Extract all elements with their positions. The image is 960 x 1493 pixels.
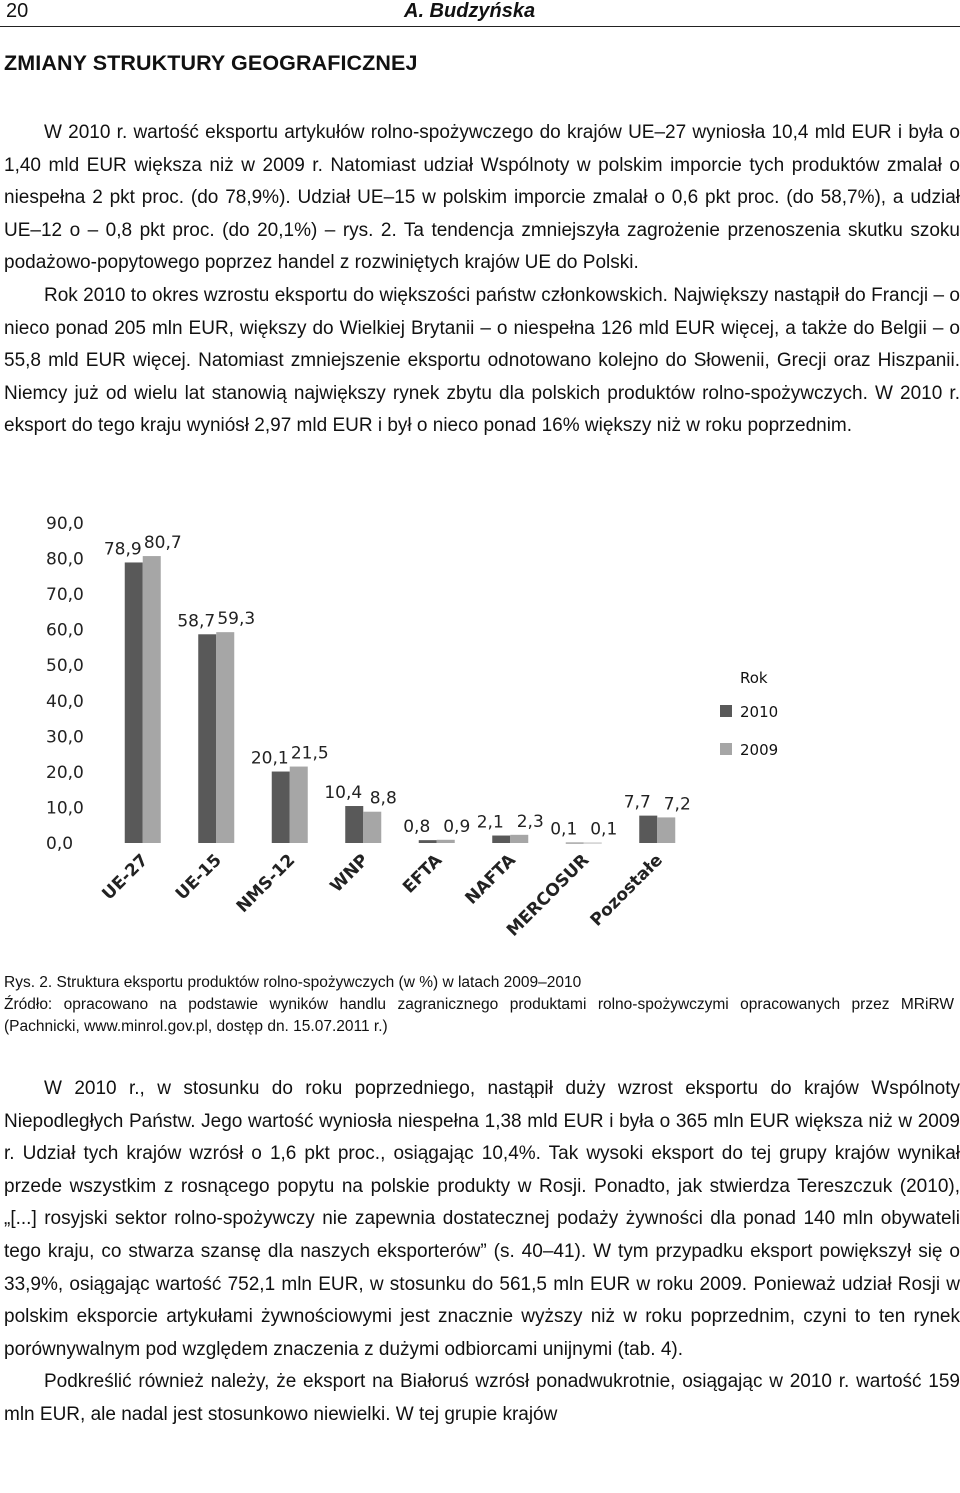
running-author: A. Budzyńska (404, 0, 536, 22)
data-label: 0,8 (403, 817, 431, 838)
bar-2009 (216, 632, 234, 843)
figure-caption (4, 972, 954, 1038)
export-structure-chart (44, 505, 804, 960)
data-label: 0,1 (590, 819, 618, 840)
legend-title: Rok (740, 669, 768, 687)
data-label: 8,8 (369, 788, 397, 809)
data-label: 78,9 (103, 539, 142, 560)
page-header (0, 0, 960, 27)
y-tick-label: 30,0 (46, 727, 84, 748)
x-axis (98, 850, 666, 941)
bar-2010 (639, 816, 657, 843)
data-label: 2,1 (476, 812, 504, 833)
data-label: 80,7 (143, 533, 182, 554)
bar-2009 (437, 840, 455, 843)
legend-swatch (720, 705, 732, 717)
text-block-bottom (4, 1073, 960, 1432)
section-title: ZMIANY STRUKTURY GEOGRAFICZNEJ (4, 51, 418, 75)
y-tick-label: 0,0 (46, 834, 74, 854)
category-label: EFTA (399, 850, 447, 898)
y-tick-label: 70,0 (46, 585, 84, 606)
bar-2009 (290, 767, 308, 843)
y-tick-label: 40,0 (46, 691, 84, 712)
bars (104, 533, 691, 843)
category-label: MERCOSUR (502, 850, 594, 941)
bar-2010 (125, 562, 143, 843)
y-tick-label: 50,0 (46, 656, 84, 677)
bar-2010 (272, 772, 290, 843)
data-label: 2,3 (516, 811, 544, 832)
data-label: 21,5 (290, 743, 329, 764)
data-label: 0,1 (550, 819, 578, 840)
paragraph: Rok 2010 to okres wzrostu eksportu do większości państw członkowskich. Największy nastąpił do Francji – o nieco ponad 205 mln EUR, większy do Wielkiej Brytanii – o niespełna 126 mld EUR więcej, a także do Belgii – o 55,8 mld EUR więcej. Natomiast zmniejszenie eksportu odnotowano kolejno do Słowenii, Grecji oraz Hiszpanii. Niemcy już od wielu lat stanowią największy rynek zbytu dla polskich produktów rolno-spożywczych. W 2010 r. eksport do tego kraju wyniósł 2,97 mld EUR i był o nieco ponad 16% większy niż w roku poprzednim. (4, 284, 960, 437)
y-tick-label: 90,0 (46, 514, 84, 534)
category-label: NMS-12 (232, 850, 300, 917)
page-number: 20 (6, 0, 29, 22)
data-label: 59,3 (217, 609, 256, 630)
text-block-top (4, 117, 960, 443)
legend-label: 2009 (740, 741, 779, 759)
data-label: 0,9 (443, 816, 471, 837)
paragraph: W 2010 r. wartość eksportu artykułów rolno-spożywczego do krajów UE–27 wyniosła 10,4 mld EUR i była o 1,40 mld EUR większa niż w 2009 r. Natomiast udział Wspólnoty w polskim imporcie tych produktów zmalał o niespełna 2 pkt proc. (do 78,9%). Udział UE–15 w polskim imporcie zmalał o 0,6 pkt proc. (do 58,7%), a udział UE–12 o – 0,8 pkt proc. (do 20,1%) – rys. 2. Ta tendencja zmniejszyła zagrożenie przenoszenia skutku szoku podażowo-popytowego poprzez handel z rozwiniętych krajów UE do Polski. (4, 122, 960, 274)
data-label: 10,4 (324, 783, 363, 804)
bar-2009 (584, 843, 602, 844)
y-tick-label: 60,0 (46, 620, 84, 641)
bar-2009 (363, 812, 381, 843)
data-label: 7,7 (623, 792, 651, 813)
category-label: UE-27 (98, 850, 153, 905)
y-tick-label: 10,0 (46, 798, 84, 819)
figure-title: Rys. 2. Struktura eksportu produktów rolno-spożywczych (w %) w latach 2009–2010 (4, 974, 582, 991)
y-tick-label: 80,0 (46, 549, 84, 570)
figure-source: Źródło: opracowano na podstawie wyników handlu zagranicznego produktami rolno-spożywczymi opracowanych przez MRiRW (Pachnicki, www.minrol.gov.pl, dostęp dn. 15.07.2011 r.) (4, 996, 954, 1035)
bar-2010 (198, 634, 216, 843)
legend-swatch (720, 743, 732, 755)
bar-2009 (657, 817, 675, 843)
category-label: UE-15 (171, 850, 226, 905)
category-label: WNP (326, 850, 373, 897)
y-tick-label: 20,0 (46, 762, 84, 783)
data-label: 58,7 (177, 611, 216, 632)
legend-label: 2010 (740, 703, 779, 721)
y-axis (46, 514, 84, 854)
category-label: NAFTA (461, 850, 520, 909)
category-label: Pozostałe (586, 850, 667, 931)
bar-2009 (510, 835, 528, 843)
bar-2010 (345, 806, 363, 843)
bar-2009 (143, 556, 161, 843)
bar-2010 (566, 843, 584, 844)
data-label: 20,1 (250, 748, 289, 769)
paragraph: W 2010 r., w stosunku do roku poprzedniego, nastąpił duży wzrost eksportu do krajów Wspólnoty Niepodległych Państw. Jego wartość wyniosła niespełna 1,38 mld EUR i była o 365 mln EUR większa niż w 2009 r. Udział tych krajów wzrósł o 1,6 pkt proc., osiągając 10,4%. Tak wysoki eksport do tej grupy krajów wynikał przede wszystkim z rosnącego popytu na polskie produkty w Rosji. Ponadto, jak stwierdza Tereszczuk (2010), „[...] rosyjski sektor rolno-spożywczy nie zapewnia dostatecznej podaży żywności dla ponad 140 mln obywateli tego kraju, co stwarza szansę dla naszych eksporterów” (s. 40–41). W tym przypadku eksport powiększył się o 33,9%, osiągając wartość 752,1 mln EUR, w stosunku do 561,5 mln EUR w roku 2009. Ponieważ udział Rosji w polskim eksporcie artykułami żywnościowymi jest znacznie wyższy niż w roku poprzednim, czyni to ten rynek porównywalnym pod względem znaczenia z dużymi odbiorcami unijnymi (tab. 4). (4, 1078, 960, 1360)
bar-2010 (492, 836, 510, 843)
chart-legend (720, 669, 778, 759)
bar-2010 (419, 840, 437, 843)
data-label: 7,2 (663, 794, 691, 815)
paragraph: Podkreślić również należy, że eksport na Białoruś wzrósł ponadwukrotnie, osiągając w 2010 r. wartość 159 mln EUR, ale nadal jest stosunkowo niewielki. W tej grupie krajów (4, 1371, 960, 1425)
